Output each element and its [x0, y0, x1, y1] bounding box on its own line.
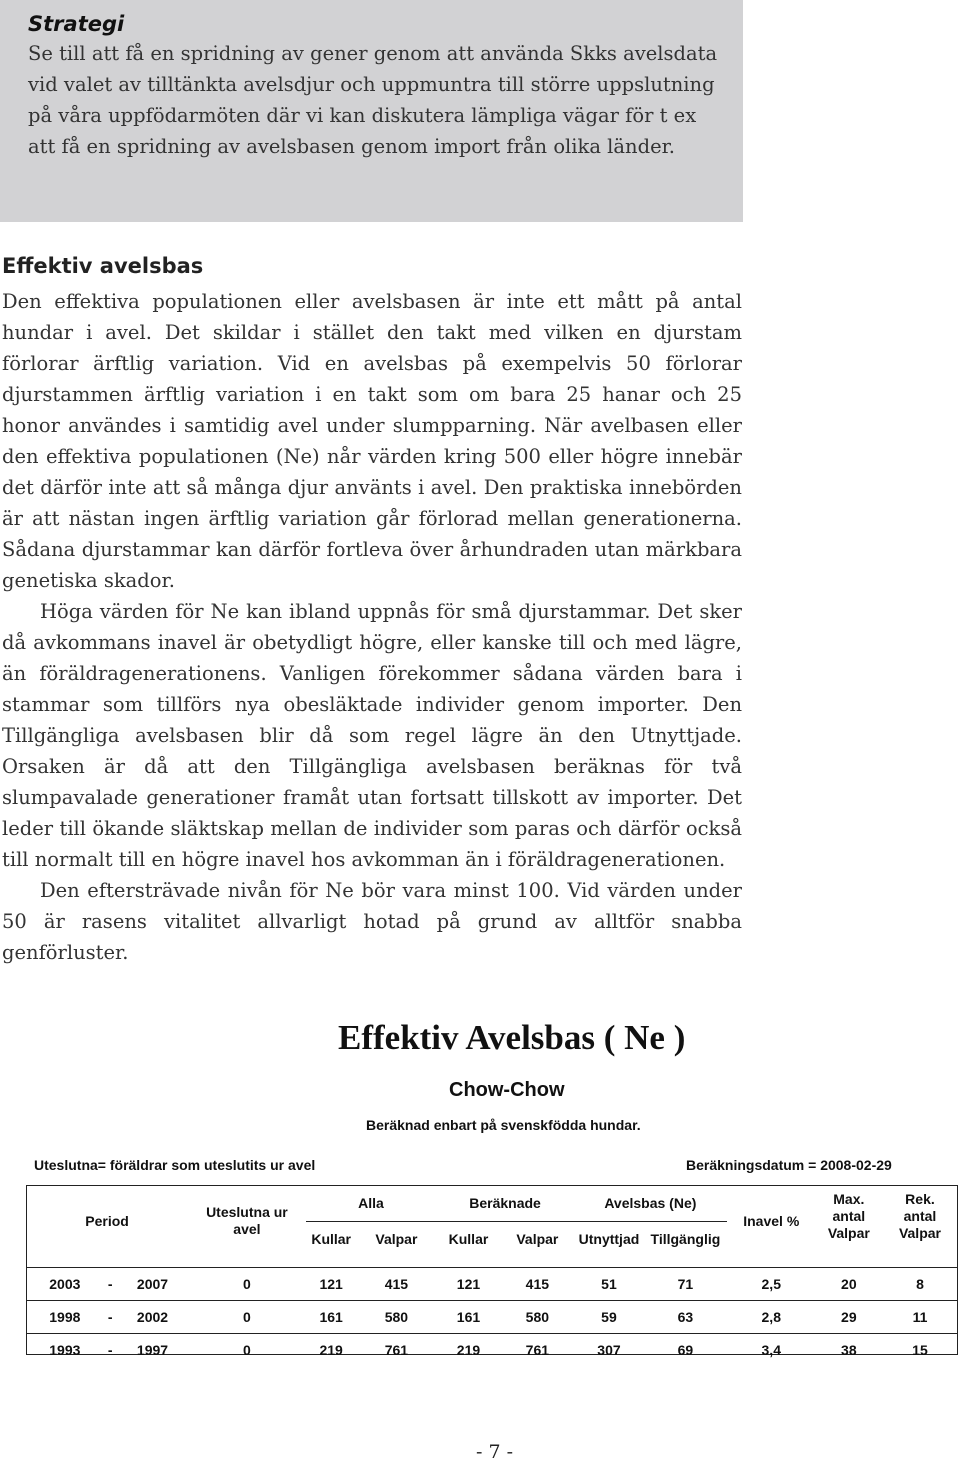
table-row: 2003 - 2007 0 121 415 121 415 51 71 2,5 20 8: [26, 1268, 958, 1301]
header-alla-valpar: Valpar: [375, 1231, 418, 1247]
section-title: Effektiv avelsbas: [2, 254, 204, 278]
header-max: Max. antal Valpar: [827, 1191, 870, 1241]
paragraph-3: Den eftersträvade nivån för Ne bör vara minst 100. Vid värden under 50 är rasens vitalitet allvarligt hotad på grund av alltför snabba genförluster.: [2, 879, 742, 964]
header-inavel: Inavel %: [743, 1212, 800, 1229]
page-number: - 7 -: [476, 1441, 514, 1463]
header-avelsbas: Avelsbas (Ne): [574, 1185, 727, 1222]
header-alla: Alla: [306, 1185, 436, 1222]
header-alla-kullar: Kullar: [311, 1231, 352, 1247]
table-row: 1993 - 1997 0 219 761 219 761 307 69 3,4 38 15: [49, 1342, 928, 1358]
table-title: Effektiv Avelsbas ( Ne ): [338, 1018, 686, 1057]
header-row-1: [26, 1185, 958, 1222]
breed-name: Chow-Chow: [449, 1079, 565, 1101]
paragraph-2: Höga värden för Ne kan ibland uppnås för små djurstammar. Det sker då avkommans inavel är obetydligt högre, eller kanske till och med lägre, än föräldragenerationens. Vanligen förekommer sådana värden bara i stammar som tillförs nya obesläktade individer genom importer. Den Tillgängliga avelsbasen blir då som regel lägre än den Utnyttjade. Orsaken är då att den Tillgängliga avelsbasen beräknas för två slumpavalade generationer framåt utan fortsatt tillskott av importer. Det leder till ökande släktskap mellan de individer som paras och därför också till normalt till en högre inavel hos avkomman än i föräldragenerationen.: [2, 600, 742, 871]
strategy-title: Strategi: [28, 12, 125, 36]
excluded-legend: Uteslutna= föräldrar som uteslutits ur avel: [34, 1157, 316, 1173]
calculation-date: Beräkningsdatum = 2008-02-29: [686, 1157, 892, 1173]
header-ber-valpar: Valpar: [516, 1231, 559, 1247]
strategy-box: [0, 0, 743, 222]
header-uteslutna: Uteslutna ur avel: [206, 1203, 288, 1237]
header-ber-kullar: Kullar: [448, 1231, 489, 1247]
header-rek: Rek. antal Valpar: [898, 1191, 941, 1241]
calculation-note: Beräknad enbart på svenskfödda hundar.: [366, 1117, 641, 1133]
paragraph-1: Den effektiva populationen eller avelsbasen är inte ett mått på antal hundar i avel. Det skildar i stället den takt med vilken en djurstam förlorar ärftlig variation. Vid en avelsbas på exempelvis 50 förlorar djurstammen ärftlig variation i en takt som om bara 25 hanar och 25 honor användes i samtidig avel under slumpparning. När avelbasen eller den effektiva populationen (Ne) når värden kring 500 eller högre innebär det därför inte att så många djur använts i avel. Den praktiska innebörden är att nästan ingen ärftlig variation går förlorad mellan generationerna. Sådana djurstammar kan därför fortleva över århundraden utan märkbara genetiska skador.: [2, 290, 742, 592]
avelsbas-table: [26, 1185, 958, 1366]
strategy-text: Se till att få en spridning av gener genom att använda Skks avelsdata vid valet av tilltänkta avelsdjur och uppmuntra till större uppslutning på våra uppfödarmöten där vi kan diskutera lämpliga vägar för t ex att få en spridning av avelsbasen genom import från olika länder.: [28, 42, 718, 158]
table-row: 1998 - 2002 0 161 580 161 580 59 63 2,8 29 11: [26, 1301, 958, 1334]
header-utnyttjad: Utnyttjad: [578, 1231, 640, 1247]
header-period: Period: [85, 1212, 129, 1229]
section-body: [2, 286, 742, 968]
header-beraknade: Beräknade: [436, 1185, 574, 1222]
header-tillganglig: Tillgänglig: [650, 1231, 721, 1247]
